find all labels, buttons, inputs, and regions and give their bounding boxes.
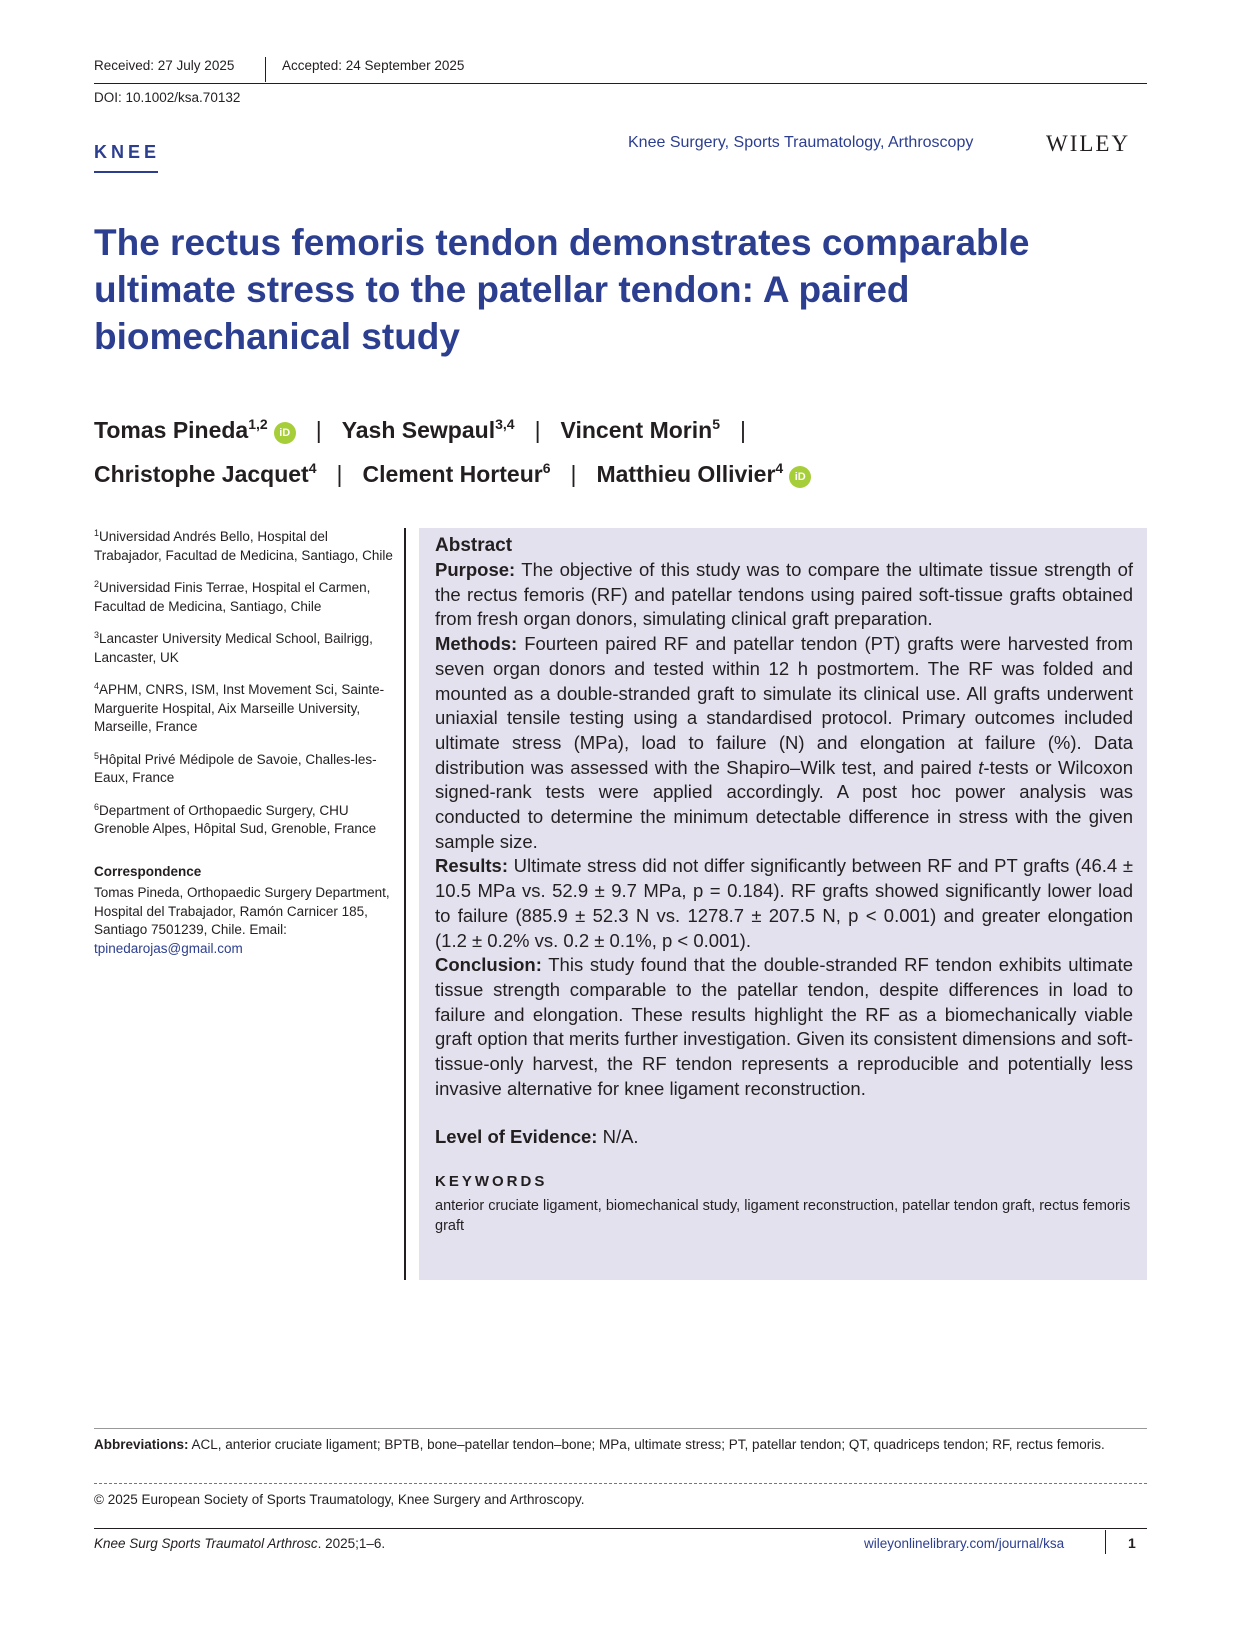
conclusion-label: Conclusion: — [435, 954, 542, 976]
loe-value: N/A. — [597, 1126, 639, 1148]
author-divider: | — [570, 461, 577, 487]
author-name: Vincent Morin — [560, 417, 713, 443]
author — [596, 461, 811, 487]
affiliation-number: 3 — [94, 630, 100, 640]
affiliation-number: 1 — [94, 528, 100, 538]
methods-text-cont: -tests or Wilcoxon signed-rank tests were applied accordingly. A post hoc power analysis was conducted to determine the minimum detectable difference in stress with the given sample size. — [435, 756, 1133, 852]
author-list — [94, 405, 1154, 493]
author-affil-sup: 4 — [775, 460, 784, 476]
affiliation — [94, 626, 394, 667]
header-separator — [265, 57, 266, 82]
affiliation-number: 2 — [94, 579, 100, 589]
accepted-date: Accepted: 24 September 2025 — [282, 58, 465, 73]
abbreviations — [94, 1435, 1147, 1454]
correspondence-heading: Correspondence — [94, 863, 202, 879]
conclusion-text: This study found that the double-stranded RF tendon exhibits ultimate tissue strength comparable to the patellar tendon, despite differences in load to failure and elongation. These results highlight the RF as a biomechanically viable graft option that merits further investigation. Given its consistent dimensions and soft-tissue-only harvest, the RF tendon represents a reproducible and potentially less invasive alternative for knee ligament reconstruction. — [435, 954, 1133, 1099]
author-divider: | — [740, 417, 746, 443]
author-affil-sup: 3,4 — [495, 416, 515, 432]
purpose-text: The objective of this study was to compare the ultimate tissue strength of the rectus femoris (RF) and patellar tendons using paired soft-tissue grafts obtained from fresh organ donors, simulating clinical graft preparation. — [435, 559, 1133, 630]
affiliation-text: Lancaster University Medical School, Bailrigg, Lancaster, UK — [94, 631, 373, 665]
orcid-icon[interactable]: iD — [274, 422, 296, 444]
author-divider: | — [336, 461, 343, 487]
author — [94, 461, 317, 487]
affiliation — [94, 524, 394, 565]
author-affil-sup: 5 — [712, 416, 720, 432]
methods-label: Methods: — [435, 633, 518, 655]
header-rule — [94, 83, 1147, 84]
author — [561, 417, 720, 443]
affiliation — [94, 677, 394, 737]
author-affil-sup: 4 — [308, 460, 317, 476]
received-date: Received: 27 July 2025 — [94, 58, 235, 73]
email-link[interactable]: tpinedarojas@gmail.com — [94, 940, 243, 956]
section-tag: KNEE — [94, 142, 161, 162]
publisher-logo: WILEY — [1046, 131, 1131, 156]
keywords-heading: KEYWORDS — [435, 1173, 548, 1191]
footer-citation — [94, 1536, 385, 1551]
keywords-text: anterior cruciate ligament, biomechanical study, ligament reconstruction, patellar tendon graft, rectus femoris graft — [435, 1198, 1131, 1235]
correspondence-address: Tomas Pineda, Orthopaedic Surgery Department, Hospital del Trabajador, Ramón Carnicer 185, Santiago 7501239, Chile. — [94, 885, 390, 937]
affiliation — [94, 575, 394, 616]
section-tag-underline — [94, 171, 158, 173]
email-label: Email: — [249, 922, 287, 937]
author — [342, 417, 515, 443]
dashed-rule — [94, 1483, 1147, 1484]
correspondence-text — [94, 884, 394, 958]
footer-rule — [94, 1528, 1147, 1529]
results-text: Ultimate stress did not differ significantly between RF and PT grafts (46.4 ± 10.5 MPa vs. 52.9 ± 9.7 MPa, p = 0.184). RF grafts showed significantly lower load to failure (885.9 ± 52.3 N vs. 1278.7 ± 207.5 N, p < 0.001) and greater elongation (1.2 ± 0.2% vs. 0.2 ± 0.1%, p < 0.001). — [435, 855, 1133, 951]
abbreviations-text: ACL, anterior cruciate ligament; BPTB, bone–patellar tendon–bone; MPa, ultimate stress; PT, patellar tendon; QT, quadriceps tendon; RF, rectus femoris. — [188, 1437, 1105, 1452]
affiliation-text: APHM, CNRS, ISM, Inst Movement Sci, Sainte-Marguerite Hospital, Aix Marseille University, Marseille, France — [94, 682, 385, 734]
affiliation-text: Universidad Finis Terrae, Hospital el Carmen, Facultad de Medicina, Santiago, Chile — [94, 580, 371, 614]
abstract-results — [435, 854, 1133, 953]
abstract-heading: Abstract — [435, 535, 513, 556]
journal-url-link[interactable]: wileyonlinelibrary.com/journal/ksa — [864, 1536, 1065, 1551]
author-name: Matthieu Ollivier — [596, 461, 776, 487]
orcid-icon[interactable]: iD — [789, 466, 811, 488]
affiliation-number: 5 — [94, 750, 100, 761]
author — [363, 461, 551, 487]
abstract-conclusion — [435, 953, 1133, 1101]
citation-rest: . 2025;1–6. — [317, 1536, 386, 1551]
author-affil-sup: 6 — [542, 460, 551, 476]
affiliations — [94, 524, 394, 958]
author-divider: | — [534, 417, 541, 443]
methods-text: Fourteen paired RF and patellar tendon (PT) grafts were harvested from seven organ donors and tested within 12 h postmortem. The RF was folded and mounted as a double-stranded graft to simulate its clinical use. All grafts underwent uniaxial tensile testing using a standardised protocol. Primary outcomes included ultimate stress (MPa), load to failure (N) and elongation at failure (%). Data distribution was assessed with the Shapiro–Wilk test, and paired — [435, 633, 1133, 778]
page-number: 1 — [1128, 1535, 1136, 1551]
journal-name: Knee Surgery, Sports Traumatology, Arthroscopy — [628, 134, 974, 151]
citation-journal: Knee Surg Sports Traumatol Arthrosc — [94, 1536, 318, 1551]
author — [94, 417, 296, 443]
abstract-box — [419, 528, 1147, 1280]
affiliation-text: Department of Orthopaedic Surgery, CHU Grenoble Alpes, Hôpital Sud, Grenoble, France — [94, 802, 377, 836]
abbreviations-rule — [94, 1428, 1147, 1429]
purpose-label: Purpose: — [435, 559, 516, 580]
column-rule — [404, 528, 406, 1280]
author-divider: | — [315, 417, 322, 443]
copyright: © 2025 European Society of Sports Traumatology, Knee Surgery and Arthroscopy. — [94, 1492, 585, 1507]
affiliation — [94, 798, 394, 839]
affiliation-number: 6 — [94, 801, 100, 812]
affiliation-text: Hôpital Privé Médipole de Savoie, Challes-les-Eaux, France — [94, 751, 377, 785]
author-name: Tomas Pineda — [94, 417, 249, 443]
article-title: The rectus femoris tendon demonstrates comparable ultimate stress to the patellar tendon: A paired biomechanical study — [94, 222, 1030, 357]
author-affil-sup: 1,2 — [248, 416, 268, 432]
affiliation-number: 4 — [94, 681, 100, 691]
footer-separator — [1105, 1530, 1106, 1554]
abbreviations-label: Abbreviations: — [94, 1437, 189, 1452]
level-of-evidence — [435, 1125, 1133, 1149]
results-label: Results: — [435, 855, 508, 877]
methods-t-italic: t — [978, 756, 984, 778]
abstract-methods — [435, 632, 1133, 854]
author-name: Yash Sewpaul — [341, 417, 496, 443]
author-name: Christophe Jacquet — [94, 461, 309, 487]
author-name: Clement Horteur — [362, 461, 543, 487]
doi: DOI: 10.1002/ksa.70132 — [94, 90, 241, 105]
affiliation — [94, 747, 394, 788]
loe-label: Level of Evidence: — [435, 1126, 598, 1148]
affiliation-text: Universidad Andrés Bello, Hospital del Trabajador, Facultad de Medicina, Santiago, Chile — [94, 529, 393, 563]
abstract-purpose — [435, 558, 1133, 632]
